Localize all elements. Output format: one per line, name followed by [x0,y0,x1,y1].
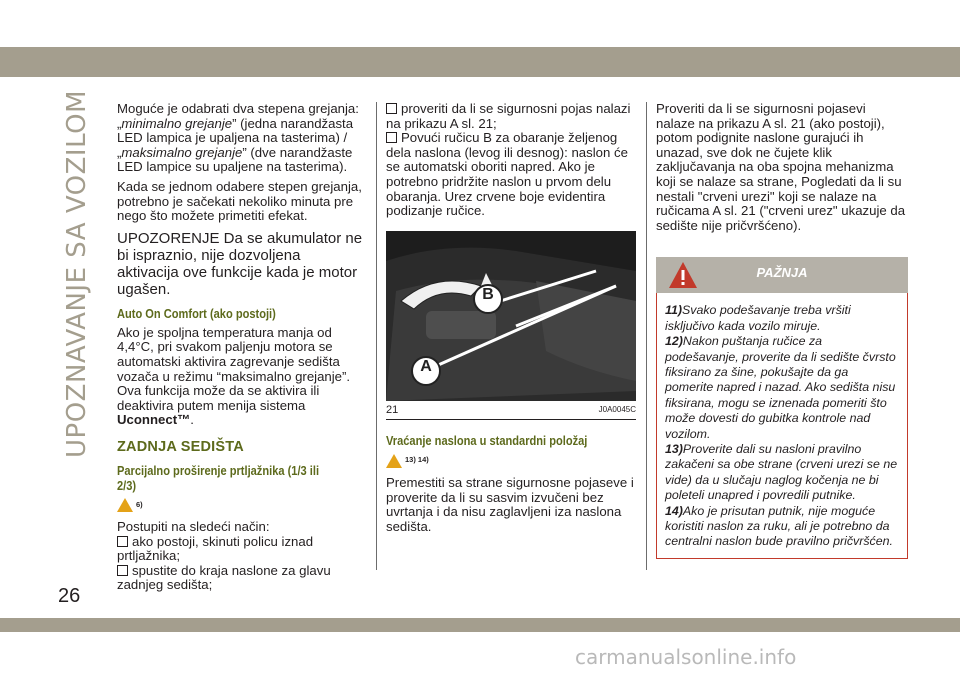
list-item: spustite do kraja naslone za glavu zadnjeg sedišta; [117,562,331,593]
list-item: ako postoji, skinuti policu iznad prtljažnika; [117,533,314,564]
warning-note: UPOZORENJE Da se akumulator ne bi ispraznio, nije dozvoljena aktivacija ove funkcije kada je motor ugašen. [117,229,363,298]
warning-item: 13)Proverite dali su nasloni pravilno zakačeni sa obe strane (crveni urezi se ne vide) da u slučaju naglog kočenja ne bi poleteli unapred i povredili putnike. [665,442,898,503]
warning-title: PAŽNJA [756,265,808,281]
warning-box [656,293,908,559]
list-item: Povući ručicu B za obaranje željenog dela naslona (levog ili desnog): naslon će se automatski oboriti napred. Ako je potrebno pridržite naslon u prvom delu obaranja. Urez crvene boje evidentira podizanje ručice. [386,130,628,219]
checkbox-square-icon [117,565,128,576]
warning-reference: 13) 14) [386,453,636,468]
warning-item: 14)Ako je prisutan putnik, nije moguće koristiti naslon za ruku, ali je potrebno da centralni naslon bude pravilno pričvršćen. [665,503,893,549]
paragraph-wait: Kada se jednom odabere stepen grejanja, potrebno je sačekati nekoliko minuta pre nego što možete primetiti efekat. [117,178,362,224]
figure-label-a: A [420,357,432,375]
seat-photo-illustration [386,231,636,401]
figure-caption [386,401,636,421]
subheading-auto-on: Auto On Comfort (ako postoji) [117,306,276,321]
section-heading-rear-seats: ZADNJA SEDIŠTA [117,438,244,455]
paragraph-check-belts: Proveriti da li se sigurnosni pojasevi nalaze na prikazu A sl. 21 (ako postoji), potom podignite naslone gurajući ih unazad, sve dok ne čujete klik zaključavanja na oba spojna mehanizma koji se nalaze sa strane, Pogledati da li su nestali "crveni urezi" koji se nalaze na ručicama A sl. 21 ("crveni urez" ukazuje da sedište nije pričvršćeno). [656,101,906,233]
paragraph-heating-levels: Moguće je odabrati dva stepena grejanja: „minimalno grejanje” (jedna narandžasta LED lampica je upaljena na tasterima) / „maksimalno grejanje” (dve narandžaste LED lampice su upaljene na tasterima). [117,101,359,175]
column-3 [656,102,908,559]
subheading-return-position: Vraćanje naslona u standardni položaj [386,434,588,449]
page-number: 26 [58,585,81,607]
warning-item: 12)Nakon puštanja ručice za podešavanje, proverite da li sedište čvrsto fiksirano za šine, pokušajte da ga pomerite napred i nazad. Ako sedišta nisu fiksirana, mogu se iznenada pomeriti što može dovesti do gubitka kontrole nad vozilom. [665,334,896,441]
warning-header [656,257,908,293]
column-1 [117,102,365,598]
watermark: carmanualsonline.info [575,645,797,669]
checkbox-square-icon [117,536,128,547]
warning-triangle-icon [117,498,133,512]
warning-item: 11)Svako podešavanje treba vršiti isključivo kada vozilo miruje. [665,303,851,333]
figure-21-image [386,231,636,401]
warning-reference: 6) [117,498,365,513]
warning-triangle-icon [386,454,402,468]
header-band [0,47,960,77]
checkbox-square-icon [386,132,397,143]
column-divider [646,102,647,570]
column-2 [386,102,636,539]
figure-code: J0A0045C [598,404,636,414]
figure-number: 21 [386,403,399,416]
figure-label-b: B [482,285,494,303]
chapter-title: UPOZNAVANJE SA VOZILOM [62,89,92,458]
paragraph-seatbelts: Premestiti sa strane sigurnosne pojaseve i proverite da li su sasvim izvučeni bez uvrtanja i da nisu zaglavljeni iza naslona sedišta. [386,474,634,534]
list-item: proveriti da li se sigurnosni pojas nalazi na prikazu A sl. 21; [386,101,631,131]
subheading-partial-extension: Parcijalno proširenje prtljažnika (1/3 ili 2/3) [117,463,320,493]
footer-band [0,618,960,632]
column-divider [376,102,377,570]
checkbox-square-icon [386,103,397,114]
paragraph-procedure: Postupiti na sledeći način: [117,519,270,535]
paragraph-auto-on: Ako je spoljna temperatura manja od 4,4°C, pri svakom paljenju motora se automatski aktivira zagrevanje sedišta vozača u režimu “maksimalno grejanje”. Ova funkcija može da se aktivira ili deaktivira putem menija sistema Uconnect™. [117,324,351,428]
